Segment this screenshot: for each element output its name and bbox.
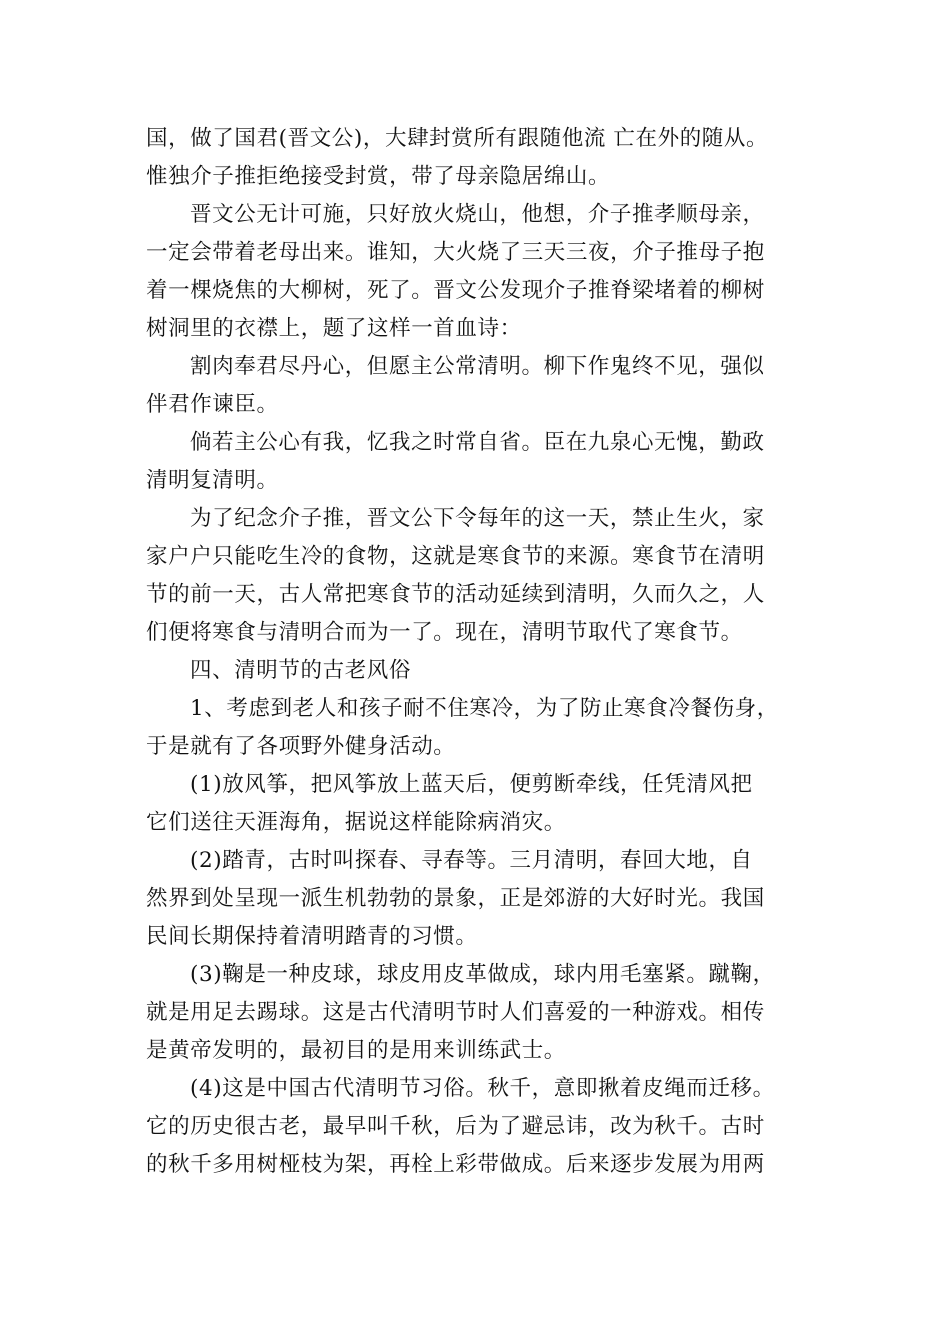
- document-body: [146, 120, 806, 1184]
- text-line: 它们送往天涯海角，据说这样能除病消灾。: [146, 810, 566, 835]
- text-line: 倘若主公心有我，忆我之时常自省。臣在九泉心无愧，勤政: [190, 430, 765, 455]
- text-line: 是黄帝发明的，最初目的是用来训练武士。: [146, 1038, 566, 1063]
- text-line: 国，做了国君(晋文公)，大肆封赏所有跟随他流 亡在外的随从。: [146, 126, 769, 151]
- text-line: 晋文公无计可施，只好放火烧山，他想，介子推孝顺母亲，: [190, 202, 765, 227]
- text-line: 于是就有了各项野外健身活动。: [146, 734, 456, 759]
- text-line: 然界到处呈现一派生机勃勃的景象，正是郊游的大好时光。我国: [146, 886, 765, 911]
- text-line: (1)放风筝，把风筝放上蓝天后，便剪断牵线，任凭清风把: [190, 772, 753, 797]
- text-line: 就是用足去踢球。这是古代清明节时人们喜爱的一种游戏。相传: [146, 1000, 765, 1025]
- text-line: 伴君作谏臣。: [146, 392, 279, 417]
- text-line: 清明复清明。: [146, 468, 279, 493]
- text-line: 割肉奉君尽丹心，但愿主公常清明。柳下作鬼终不见，强似: [190, 354, 765, 379]
- text-line: 民间长期保持着清明踏青的习惯。: [146, 924, 478, 949]
- text-line: 的秋千多用树桠枝为架，再栓上彩带做成。后来逐步发展为用两: [146, 1152, 765, 1177]
- text-line: 们便将寒食与清明合而为一了。现在，清明节取代了寒食节。: [146, 620, 743, 645]
- text-line: 它的历史很古老，最早叫千秋，后为了避忌讳，改为秋千。古时: [146, 1114, 765, 1139]
- section-heading: 四、清明节的古老风俗: [190, 658, 412, 683]
- text-line: 一定会带着老母出来。谁知，大火烧了三天三夜，介子推母子抱: [146, 240, 765, 265]
- text-line: 1、考虑到老人和孩子耐不住寒冷，为了防止寒食冷餐伤身，: [190, 696, 779, 721]
- text-line: 家户户只能吃生冷的食物，这就是寒食节的来源。寒食节在清明: [146, 544, 765, 569]
- text-line: (2)踏青，古时叫探春、寻春等。三月清明，春回大地，自: [190, 848, 753, 873]
- text-line: (3)鞠是一种皮球，球皮用皮革做成，球内用毛塞紧。蹴鞠，: [190, 962, 775, 987]
- text-line: 节的前一天，古人常把寒食节的活动延续到清明，久而久之，人: [146, 582, 765, 607]
- text-line: 树洞里的衣襟上，题了这样一首血诗：: [146, 316, 522, 341]
- text-line: (4)这是中国古代清明节习俗。秋千，意即揪着皮绳而迁移。: [190, 1076, 775, 1101]
- text-line: 着一棵烧焦的大柳树，死了。晋文公发现介子推脊梁堵着的柳树: [146, 278, 765, 303]
- text-line: 惟独介子推拒绝接受封赏，带了母亲隐居绵山。: [146, 164, 611, 189]
- text-line: 为了纪念介子推，晋文公下令每年的这一天，禁止生火，家: [190, 506, 765, 531]
